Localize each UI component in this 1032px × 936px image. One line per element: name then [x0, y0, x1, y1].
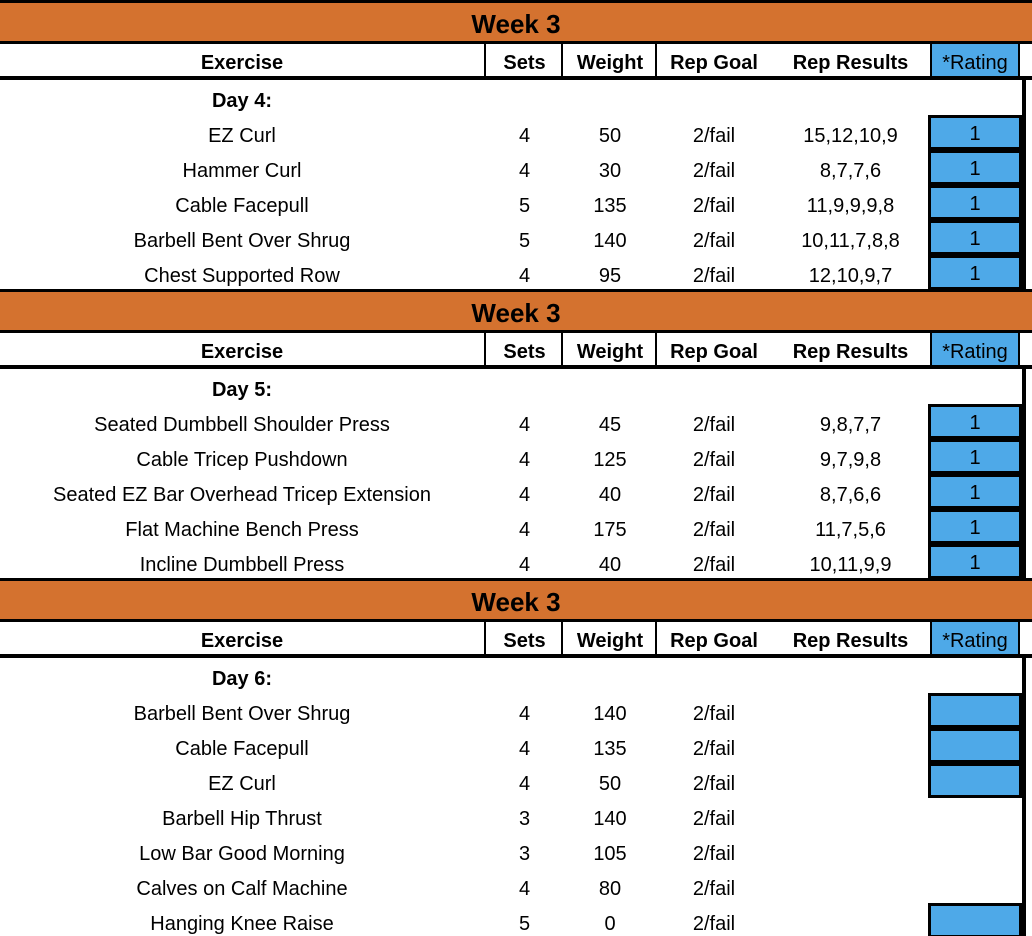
cell-rep-goal[interactable]: 2/fail: [692, 125, 736, 147]
cell-rep-results[interactable]: [771, 868, 930, 903]
column-header-weight[interactable]: Weight: [576, 52, 644, 74]
cell-sets[interactable]: 4: [518, 703, 531, 725]
table-row: [0, 439, 1032, 474]
cell-exercise[interactable]: Barbell Bent Over Shrug: [133, 703, 351, 725]
rating-cell[interactable]: 1: [928, 115, 1022, 150]
cell-sets[interactable]: 4: [518, 160, 531, 182]
column-header-row: [0, 44, 1032, 80]
cell-exercise[interactable]: Cable Tricep Pushdown: [136, 449, 348, 471]
cell-rep-goal[interactable]: 2/fail: [692, 843, 736, 865]
cell-rep-results[interactable]: [771, 833, 930, 868]
cell-rep-goal[interactable]: 2/fail: [692, 878, 736, 900]
table-row: [0, 474, 1032, 509]
table-row: [0, 903, 1032, 936]
cell-rep-results[interactable]: 8,7,7,6: [819, 160, 882, 182]
cell-rep-goal[interactable]: 2/fail: [692, 230, 736, 252]
cell-weight[interactable]: 95: [598, 265, 622, 287]
column-divider: [484, 44, 486, 76]
cell-rep-results[interactable]: [771, 903, 930, 936]
table-row: [0, 833, 1032, 868]
cell-sets[interactable]: 4: [518, 414, 531, 436]
table-row: [0, 150, 1032, 185]
table-row: [0, 693, 1032, 728]
day-label: Day 4:: [211, 90, 273, 112]
cell-rep-goal[interactable]: 2/fail: [692, 519, 736, 541]
cell-rep-results[interactable]: [771, 693, 930, 728]
cell-rep-goal[interactable]: 2/fail: [692, 484, 736, 506]
column-header-rep-results[interactable]: Rep Results: [792, 341, 909, 363]
column-header-row: [0, 622, 1032, 658]
cell-weight[interactable]: 80: [598, 878, 622, 900]
cell-sets[interactable]: 3: [518, 843, 531, 865]
cell-exercise[interactable]: EZ Curl: [208, 125, 276, 147]
cell-rep-goal[interactable]: 2/fail: [692, 265, 736, 287]
cell-rep-goal[interactable]: 2/fail: [692, 808, 736, 830]
cell-rep-goal[interactable]: 2/fail: [692, 554, 736, 576]
cell-sets[interactable]: 4: [518, 265, 531, 287]
cell-rep-results[interactable]: 15,12,10,9: [803, 125, 898, 147]
table-row: [0, 509, 1032, 544]
rating-cell[interactable]: 1: [928, 150, 1022, 185]
table-row: [0, 255, 1032, 290]
cell-exercise[interactable]: Seated EZ Bar Overhead Tricep Extension: [53, 484, 431, 506]
cell-rep-goal[interactable]: 2/fail: [692, 913, 736, 935]
rating-cell[interactable]: 1: [928, 544, 1022, 579]
cell-rep-results[interactable]: [771, 728, 930, 763]
column-header-row: [0, 333, 1032, 369]
cell-weight[interactable]: 30: [598, 160, 622, 182]
day-row: [0, 658, 1032, 693]
cell-rep-goal[interactable]: 2/fail: [692, 195, 736, 217]
column-header-rating[interactable]: *Rating: [930, 622, 1020, 654]
cell-rep-goal[interactable]: 2/fail: [692, 449, 736, 471]
cell-weight[interactable]: 125: [593, 449, 627, 471]
cell-rep-goal[interactable]: 2/fail: [692, 703, 736, 725]
cell-weight[interactable]: 45: [598, 414, 622, 436]
day-row: [0, 369, 1032, 404]
cell-rep-results[interactable]: 10,11,9,9: [809, 554, 892, 576]
cell-exercise[interactable]: Hanging Knee Raise: [150, 913, 334, 935]
cell-sets[interactable]: 4: [518, 449, 531, 471]
table-row: [0, 798, 1032, 833]
column-header-rep-goal[interactable]: Rep Goal: [670, 52, 758, 74]
column-header-sets[interactable]: Sets: [503, 341, 546, 363]
week-title: Week 3: [0, 0, 1032, 44]
cell-exercise[interactable]: Hammer Curl: [182, 160, 302, 182]
cell-sets[interactable]: 4: [518, 738, 531, 760]
rating-cell[interactable]: 1: [928, 185, 1022, 220]
table-row: [0, 220, 1032, 255]
column-divider: [561, 622, 563, 654]
cell-sets[interactable]: 4: [518, 878, 531, 900]
cell-exercise[interactable]: Cable Facepull: [175, 738, 309, 760]
rating-cell[interactable]: 1: [928, 439, 1022, 474]
cell-weight[interactable]: 50: [598, 773, 622, 795]
rating-cell[interactable]: 1: [928, 509, 1022, 544]
day-row: [0, 80, 1032, 115]
cell-exercise[interactable]: Barbell Bent Over Shrug: [133, 230, 351, 252]
rating-cell[interactable]: 1: [928, 474, 1022, 509]
cell-weight[interactable]: 175: [593, 519, 627, 541]
cell-exercise[interactable]: Seated Dumbbell Shoulder Press: [94, 414, 390, 436]
table-row: [0, 404, 1032, 439]
cell-rep-results[interactable]: 11,7,5,6: [815, 519, 886, 541]
column-header-sets[interactable]: Sets: [503, 52, 546, 74]
cell-weight[interactable]: 140: [593, 808, 627, 830]
rating-cell[interactable]: [928, 903, 1022, 936]
cell-rep-results[interactable]: 11,9,9,9,8: [806, 195, 895, 217]
cell-exercise[interactable]: Incline Dumbbell Press: [139, 554, 345, 576]
table-row: [0, 115, 1032, 150]
cell-sets[interactable]: 4: [518, 519, 531, 541]
cell-sets[interactable]: 5: [518, 195, 531, 217]
cell-exercise[interactable]: EZ Curl: [208, 773, 276, 795]
cell-weight[interactable]: 40: [598, 484, 622, 506]
cell-sets[interactable]: 5: [518, 230, 531, 252]
column-divider: [655, 622, 657, 654]
cell-weight[interactable]: 135: [593, 738, 627, 760]
column-divider: [561, 44, 563, 76]
cell-rep-results[interactable]: 8,7,6,6: [819, 484, 882, 506]
table-row: [0, 763, 1032, 798]
cell-weight[interactable]: 140: [593, 230, 627, 252]
week-title: Week 3: [0, 289, 1032, 333]
rating-cell[interactable]: [928, 728, 1022, 763]
cell-rep-goal[interactable]: 2/fail: [692, 414, 736, 436]
column-header-exercise[interactable]: Exercise: [200, 52, 284, 74]
column-header-weight[interactable]: Weight: [576, 630, 644, 652]
cell-sets[interactable]: 4: [518, 484, 531, 506]
cell-exercise[interactable]: Cable Facepull: [175, 195, 309, 217]
week-title: Week 3: [0, 578, 1032, 622]
cell-rep-results[interactable]: [771, 798, 930, 833]
day-label: Day 6:: [211, 668, 273, 690]
column-divider: [561, 333, 563, 365]
cell-sets[interactable]: 4: [518, 554, 531, 576]
column-header-rep-goal[interactable]: Rep Goal: [670, 630, 758, 652]
cell-rep-results[interactable]: 9,7,9,8: [819, 449, 882, 471]
rating-cell[interactable]: 1: [928, 220, 1022, 255]
cell-exercise[interactable]: Calves on Calf Machine: [136, 878, 348, 900]
cell-exercise[interactable]: Barbell Hip Thrust: [162, 808, 322, 830]
table-row: [0, 185, 1032, 220]
column-header-rep-goal[interactable]: Rep Goal: [670, 341, 758, 363]
column-divider: [655, 333, 657, 365]
table-row: [0, 868, 1032, 903]
cell-sets[interactable]: 4: [518, 125, 531, 147]
rating-cell[interactable]: [928, 693, 1022, 728]
cell-rep-results[interactable]: 9,8,7,7: [819, 414, 882, 436]
cell-exercise[interactable]: Flat Machine Bench Press: [125, 519, 359, 541]
week-block: [0, 289, 1032, 579]
column-divider: [484, 622, 486, 654]
cell-rep-results[interactable]: [771, 763, 930, 798]
column-divider: [484, 333, 486, 365]
column-divider: [655, 44, 657, 76]
column-header-rating[interactable]: *Rating: [930, 44, 1020, 76]
column-header-rep-results[interactable]: Rep Results: [792, 630, 909, 652]
column-header-exercise[interactable]: Exercise: [200, 341, 284, 363]
cell-weight[interactable]: 40: [598, 554, 622, 576]
cell-rep-results[interactable]: 10,11,7,8,8: [801, 230, 900, 252]
column-header-rep-results[interactable]: Rep Results: [792, 52, 909, 74]
cell-rep-goal[interactable]: 2/fail: [692, 773, 736, 795]
column-header-exercise[interactable]: Exercise: [200, 630, 284, 652]
table-row: [0, 728, 1032, 763]
cell-rep-results[interactable]: 12,10,9,7: [808, 265, 893, 287]
column-header-sets[interactable]: Sets: [503, 630, 546, 652]
cell-weight[interactable]: 0: [604, 913, 616, 935]
cell-weight[interactable]: 105: [593, 843, 627, 865]
column-header-weight[interactable]: Weight: [576, 341, 644, 363]
cell-weight[interactable]: 140: [593, 703, 627, 725]
cell-sets[interactable]: 3: [518, 808, 531, 830]
cell-weight[interactable]: 135: [593, 195, 627, 217]
cell-exercise[interactable]: Chest Supported Row: [144, 265, 340, 287]
cell-weight[interactable]: 50: [598, 125, 622, 147]
cell-rep-goal[interactable]: 2/fail: [692, 738, 736, 760]
day-label: Day 5:: [211, 379, 273, 401]
cell-sets[interactable]: 4: [518, 773, 531, 795]
column-header-rating[interactable]: *Rating: [930, 333, 1020, 365]
rating-cell[interactable]: [928, 763, 1022, 798]
rating-cell[interactable]: 1: [928, 404, 1022, 439]
cell-rep-goal[interactable]: 2/fail: [692, 160, 736, 182]
cell-exercise[interactable]: Low Bar Good Morning: [139, 843, 345, 865]
cell-sets[interactable]: 5: [518, 913, 531, 935]
rating-cell[interactable]: 1: [928, 255, 1022, 290]
week-block: [0, 578, 1032, 936]
table-row: [0, 544, 1032, 579]
week-block: [0, 0, 1032, 290]
